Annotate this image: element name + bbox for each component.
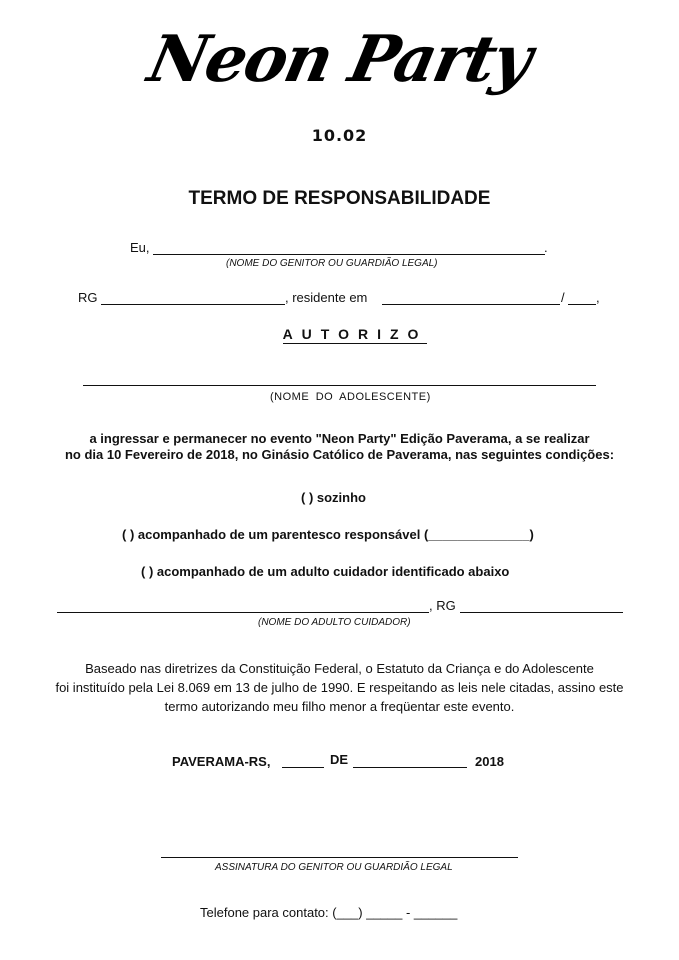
legal-line-3: termo autorizando meu filho menor a freqüentar este evento.	[164, 699, 515, 714]
autorizo-text: AUTORIZO	[282, 326, 428, 342]
adult-rg-label: , RG	[429, 598, 456, 613]
state-field[interactable]	[568, 304, 596, 305]
adult-name-field[interactable]	[57, 612, 429, 613]
month-field[interactable]	[353, 767, 467, 768]
option-sozinho[interactable]: ( ) sozinho	[301, 490, 366, 505]
option-parentesco[interactable]: ( ) acompanhado de um parentesco responsável (______________)	[122, 527, 534, 542]
year-label: 2018	[475, 754, 504, 769]
phone-label[interactable]: Telefone para contato: (___) _____ - ______	[200, 905, 458, 920]
rg-label: RG	[78, 290, 98, 305]
signature-caption: ASSINATURA DO GENITOR OU GUARDIÃO LEGAL	[215, 862, 453, 873]
adolescent-caption: (NOME DO ADOLESCENTE)	[270, 391, 431, 403]
guardian-caption: (NOME DO GENITOR OU GUARDIÃO LEGAL)	[226, 258, 438, 269]
de-label: DE	[330, 752, 349, 767]
guardian-rg-field[interactable]	[101, 304, 285, 305]
slash: /	[561, 290, 565, 305]
autorizo-heading	[0, 326, 679, 342]
document-title: TERMO DE RESPONSABILIDADE	[188, 188, 491, 209]
adult-rg-field[interactable]	[460, 612, 623, 613]
legal-line-1: Baseado nas diretrizes da Constituição Federal, o Estatuto da Criança e do Adolescente	[85, 661, 594, 676]
adolescent-name-field[interactable]	[83, 385, 596, 386]
period: .	[544, 240, 548, 255]
residente-label: , residente em	[285, 290, 368, 305]
legal-line-2: foi instituído pela Lei 8.069 em 13 de julho de 1990. E respeitando as leis nele citadas, assino este	[55, 680, 624, 695]
body-line-1: a ingressar e permanecer no evento "Neon Party" Edição Paverama, a se realizar	[89, 431, 590, 446]
body-line-2: no dia 10 Fevereiro de 2018, no Ginásio Católico de Paverama, nas seguintes condições:	[64, 447, 615, 462]
adult-caption: (NOME DO ADULTO CUIDADOR)	[258, 617, 411, 628]
city-field[interactable]	[382, 304, 560, 305]
place-label: PAVERAMA-RS,	[172, 754, 271, 769]
day-field[interactable]	[282, 767, 324, 768]
option-adulto[interactable]: ( ) acompanhado de um adulto cuidador identificado abaixo	[141, 564, 510, 579]
neon-party-logo: Neon Party	[141, 22, 538, 97]
comma: ,	[596, 290, 600, 305]
eu-label: Eu,	[130, 240, 150, 255]
guardian-name-field[interactable]	[153, 254, 545, 255]
event-date: 10.02	[311, 126, 368, 145]
signature-field[interactable]	[161, 857, 518, 858]
